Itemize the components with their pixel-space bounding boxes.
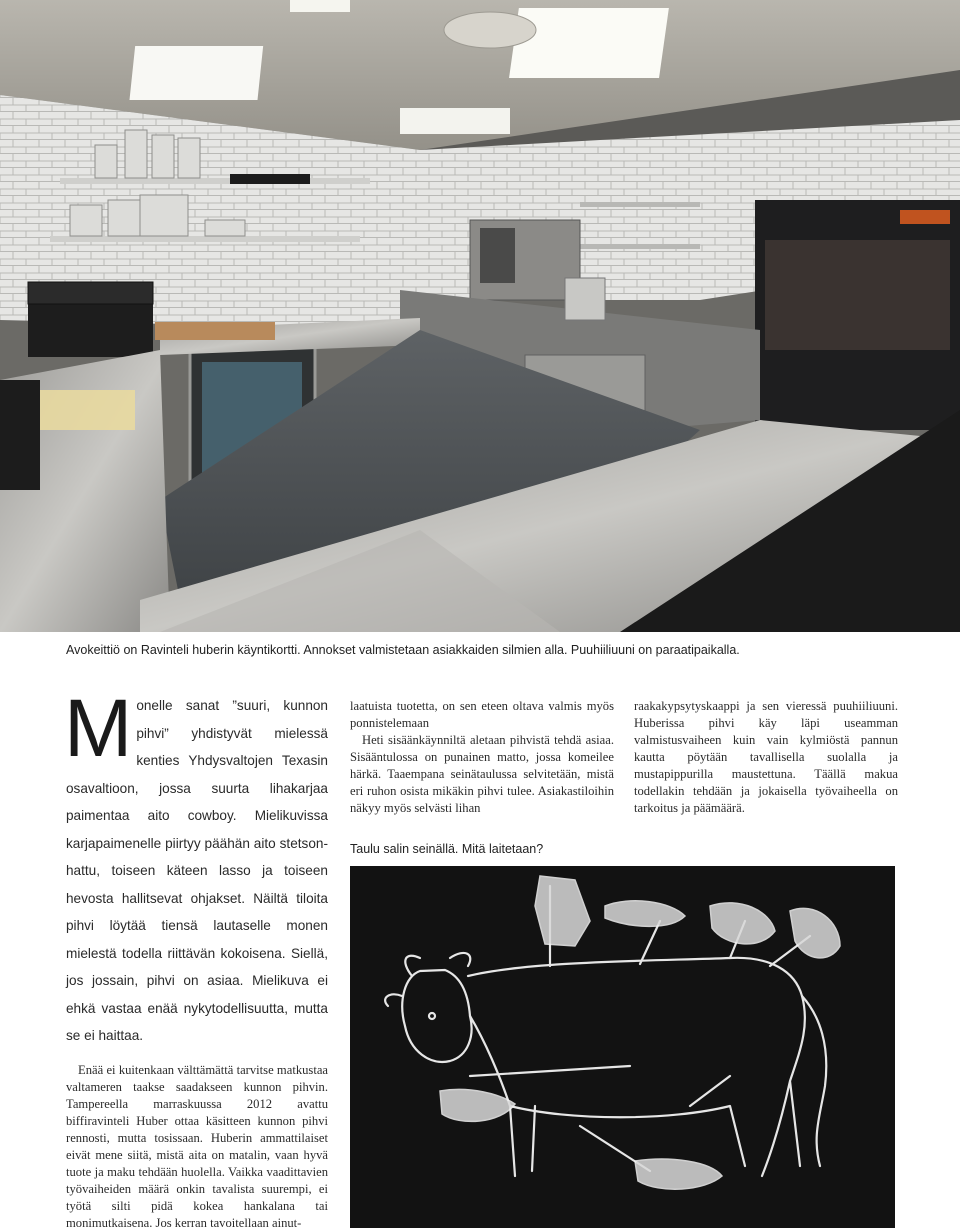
column-2 [350,698,614,817]
kitchen-photo-caption: Avokeittiö on Ravinteli huberin käyntikortti. Annokset valmistetaan asiakkaiden silmien alla. Puuhiiliuuni on paraatipaikalla. [66,643,740,657]
column-1 [64,683,328,1232]
body-paragraph [350,698,614,817]
cow-cuts-chalk-drawing [350,866,895,1228]
lead-text: onelle sanat ”suuri, kunnon pihvi” yhdistyvät mielessä kenties Yhdysvaltojen Texasin osavaltioon, jossa suurta lihakarjaa paimentaa aito cowboy. Mielikuvissa karjapaimenelle piirtyy päähän aito stetson-hattu, toiseen käteen lasso ja toiseen hevosta hallitsevat ohjakset. Näiltä tiloita pihvi löytää tiensä lautaselle monen mielestä todella riittävän kokoisena. Siellä, jos jossain, pihvi on asiaa. Mielikuva ei ehkä vastaa enää nykytodellisuutta, mutta se ei haittaa. [66,698,328,1043]
body-text: Enää ei kuitenkaan välttämättä tarvitse matkustaa valtameren taakse saadakseen kunnon pihvin. Tampereella marraskuussa 2012 avattu biffiravinteli Huber ottaa käsitteen kunnon pihvi rennosti, mutta tosissaan. Huberin ammattilaiset eivät mene siitä, mistä aita on matalin, vaan hyvä tuote ja maku tehdään huolella. Vaikka vaadittavien työvaiheiden määrä onkin tavalista suurempi, ei työtä silti pidä kokea hankalana tai monimutkaisena. Jos kerran tavoitellaan ainut- [66,1062,328,1230]
body-paragraph [634,698,898,817]
body-text: raakakypsytyskaappi ja sen vieressä puuhiiliuuni. Huberissa pihvi käy läpi useamman valmistusvaiheen kuin vain kylmiöstä pannun kautta pöytään tavallisella suolalla ja mustapippurilla maustettuna. Täällä makua todellakin tehdään ja jokaisella työvaiheella on tarkoitus ja päämäärä. [634,699,898,815]
column-3 [634,698,898,817]
body-text: Heti sisäänkäynniltä aletaan pihvistä tehdä asiaa. Sisääntulossa on punainen matto, jossa komeilee härkä. Taaempana seinätaulussa selvitetään, mistä eri ruhon osista mikäkin pihvi tulee. Asiakastiloihin näkyy myös selvästi lihan [350,733,614,815]
drop-cap: M [64,683,133,774]
chalkboard-caption: Taulu salin seinällä. Mitä laitetaan? [350,842,544,856]
lead-paragraph [64,683,328,1050]
body-text: laatuista tuotetta, on sen eteen oltava valmis myös ponnistelemaan [350,699,614,730]
body-paragraph [66,1062,328,1232]
chalkboard-photo [350,866,895,1228]
